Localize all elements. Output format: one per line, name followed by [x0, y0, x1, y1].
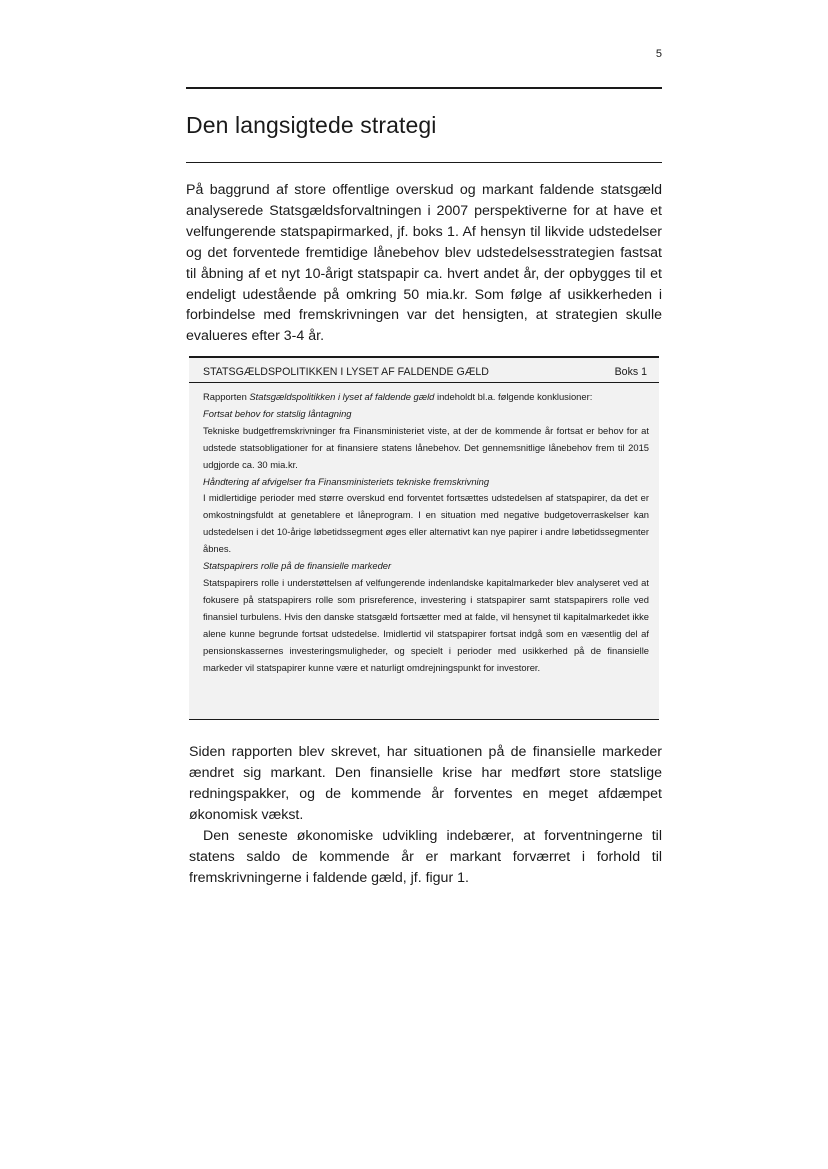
section-title: Den langsigtede strategi	[186, 112, 437, 138]
top-rule	[186, 87, 662, 89]
box-label: Boks 1	[614, 366, 647, 378]
box-intro	[203, 389, 649, 406]
intro-paragraph: På baggrund af store offentlige overskud og markant faldende statsgæld analyserede Statsgældsforvaltningen i 2007 perspektiverne for at have et velfungerende statspapirmarked, jf. boks 1. Af hensyn til likvide udstedelser og det forventede fremtidige lånebehov blev udstedelsesstrategien fastsat til åbning af et nyt 10-årigt statspapir ca. hvert andet år, der opbygges til et endeligt udestående på omkring 50 mia.kr. Som følge af usikkerheden i forbindelse med fremskrivningen var det hensigten, at strategien skulle evalueres efter 3-4 år.	[186, 182, 662, 345]
page-number: 5	[655, 48, 662, 60]
info-box	[189, 356, 659, 720]
box-text: I midlertidige perioder med større overskud end forventet fortsættes udstedelsen af statspapirer, da det er omkostningsfuldt at genetablere et låneprogram. I en situation med negative budgetoverraskelser kan udstedelsen i det 10-årige løbetidssegment øges eller alternativt kan nye papirer i andre løbetidssegmenter åbnes.	[203, 492, 649, 555]
box-text: Statspapirers rolle i understøttelsen af velfungerende indenlandske kapitalmarkeder blev analyseret ved at fokusere på statspapirers rolle som prisreference, investering i statspapirer samt statspapirers rolle ved finansiel turbulens. Hvis den danske statsgæld fortsætter med at falde, vil hensynet til kapitalmarkedet ikke alene kunne begrunde fortsat udstedelse. Imidlertid vil statspapirer fortsat indgå som en væsentlig del af pensionskassernes investeringsmuligheder, og specielt i perioder med usikkerhed på de finansielle markeder vil statspapirer kunne være et naturligt omdrejningspunkt for investorer.	[203, 576, 649, 673]
title-rule	[186, 162, 662, 163]
box-intro-report-title: Statsgældspolitikken i lyset af faldende gæld	[249, 391, 435, 402]
box-subheading: Statspapirers rolle på de finansielle markeder	[203, 560, 392, 572]
body-paragraph: Den seneste økonomiske udvikling indebærer, at forventningerne til statens saldo de kommende år er markant forværret i forhold til fremskrivningerne i faldende gæld, jf. figur 1.	[189, 828, 662, 886]
body-paragraph: Siden rapporten blev skrevet, har situationen på de finansielle markeder ændret sig markant. Den finansielle krise har medført store statslige redningspakker, og de kommende år forventes en meget afdæmpet økonomisk vækst.	[189, 744, 662, 823]
box-body	[203, 389, 649, 676]
box-intro-after: indeholdt bl.a. følgende konklusioner:	[434, 391, 593, 402]
box-text: Tekniske budgetfremskrivninger fra Finansministeriet viste, at der de kommende år fortsat er behov for at udstede statsobligationer for at finansiere statens lånebehov. Det gennemsnitlige lånebehov frem til 2015 udgjorde ca. 30 mia.kr.	[203, 424, 649, 470]
box-top-rule	[189, 356, 659, 358]
box-title: STATSGÆLDSPOLITIKKEN I LYSET AF FALDENDE GÆLD	[203, 366, 489, 378]
box-header-rule	[189, 382, 659, 383]
box-subheading: Fortsat behov for statslig låntagning	[203, 407, 352, 419]
box-bottom-rule	[189, 719, 659, 720]
box-intro-before: Rapporten	[203, 391, 250, 402]
box-subheading: Håndtering af afvigelser fra Finansministeriets tekniske fremskrivning	[203, 475, 490, 487]
